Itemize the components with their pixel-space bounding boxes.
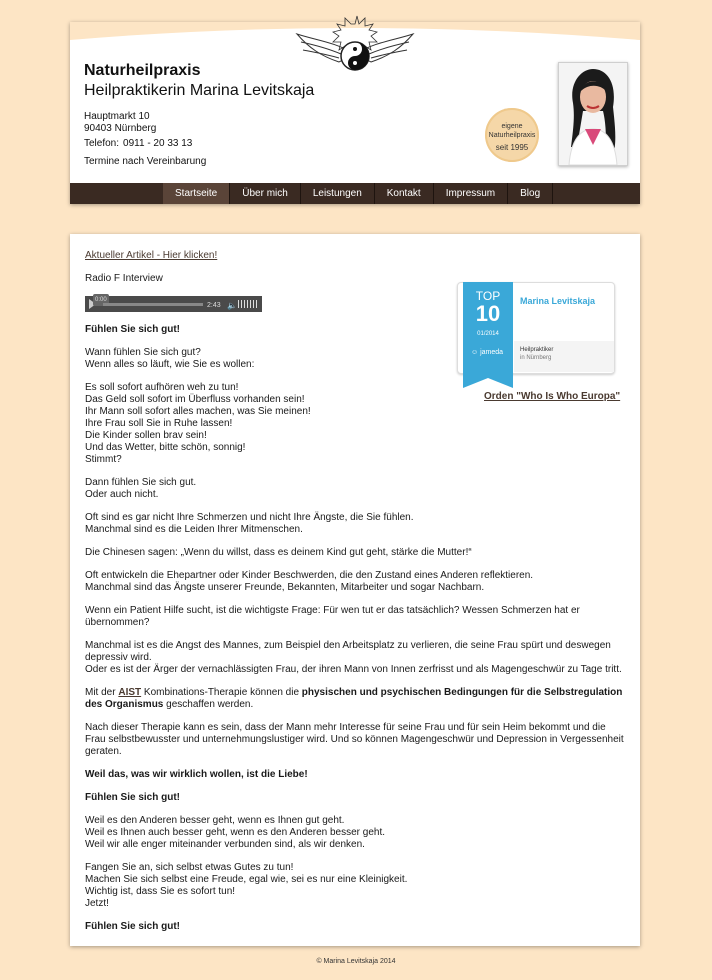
paragraph-5: Die Chinesen sagen: „Wenn du willst, dass es deinem Kind gut geht, stärke die Mutter!“ xyxy=(85,547,472,558)
aist-link[interactable]: AIST xyxy=(118,687,142,698)
p2-line: Und das Wetter, bitte schön, sonnig! xyxy=(85,442,246,453)
top10-ribbon xyxy=(463,282,513,378)
phone xyxy=(84,138,192,149)
p13-line: Wichtig ist, dass Sie es sofort tun! xyxy=(85,886,236,897)
p6-line: Manchmal sind das Ängste unserer Freunde, Bekannten, Mitarbeiter und sogar Nachbarn. xyxy=(85,582,485,593)
site-header xyxy=(70,22,640,204)
p2-line: Es soll sofort aufhören weh zu tun! xyxy=(85,382,239,393)
heading-feel-good-2: Fühlen Sie sich gut! xyxy=(85,792,181,803)
nav-blog[interactable]: Blog xyxy=(508,183,553,204)
paragraph-3 xyxy=(85,477,625,501)
paragraph-10: Nach dieser Therapie kann es sein, dass der Mann mehr Interesse für seine Frau und für sein Heim bekommt und die Frau selbstbewusster und unternehmungslustiger wird. Und so können Magengeschwür und Depression in Vergessenheit geraten. xyxy=(85,722,624,757)
p12-line: Weil es Ihnen auch besser geht, wenn es den Anderen besser geht. xyxy=(85,827,386,838)
p1-line: Wann fühlen Sie sich gut? xyxy=(85,347,201,358)
jameda-brand xyxy=(471,349,513,356)
nav-leistungen[interactable]: Leistungen xyxy=(301,183,375,204)
paragraph-4 xyxy=(85,512,625,536)
p2-line: Das Geld soll sofort im Überfluss vorhanden sein! xyxy=(85,394,305,405)
player-progress-bar[interactable] xyxy=(103,303,203,306)
p2-line: Ihr Mann soll sofort alles machen, was Sie meinen! xyxy=(85,406,311,417)
p1-line: Wenn alles so läuft, wie Sie es wollen: xyxy=(85,359,255,370)
appointments-note: Termine nach Vereinbarung xyxy=(84,156,207,167)
since-1995-badge xyxy=(485,108,539,162)
content-panel xyxy=(70,234,640,946)
p9-text: geschaffen werden. xyxy=(163,699,254,710)
p3-line: Oder auch nicht. xyxy=(85,489,159,500)
p9-text: Kombinations-Therapie können die xyxy=(141,687,302,698)
volume-icon[interactable]: 🔈 xyxy=(227,301,237,310)
jameda-location: in Nürnberg xyxy=(520,355,552,361)
portrait-illustration xyxy=(559,63,627,165)
site-title: Naturheilpraxis xyxy=(84,62,201,79)
address-street: Hauptmarkt 10 xyxy=(84,111,150,122)
p12-line: Weil es den Anderen besser geht, wenn es Ihnen gut geht. xyxy=(85,815,345,826)
site-subtitle: Heilpraktikerin Marina Levitskaja xyxy=(84,82,315,99)
p6-line: Oft entwickeln die Ehepartner oder Kinder Beschwerden, die den Zustand eines Anderen reflektieren. xyxy=(85,570,534,581)
badge-line1: eigene xyxy=(501,123,523,130)
jameda-icon: ☺ xyxy=(471,349,479,356)
phone-label: Telefon: xyxy=(84,138,120,149)
player-duration: 2:43 xyxy=(207,302,221,309)
nav-startseite[interactable]: Startseite xyxy=(163,183,230,204)
nav-kontakt[interactable]: Kontakt xyxy=(375,183,434,204)
ribbon-date: 01/2014 xyxy=(477,331,499,337)
heading-feel-good-1: Fühlen Sie sich gut! xyxy=(85,324,181,335)
portrait-photo xyxy=(558,62,628,166)
p9-text: Mit der xyxy=(85,687,119,698)
p13-line: Fangen Sie an, sich selbst etwas Gutes zu tun! xyxy=(85,862,294,873)
paragraph-6 xyxy=(85,570,625,594)
radio-label: Radio F Interview xyxy=(85,273,163,284)
paragraph-9 xyxy=(85,687,625,711)
nav-impressum[interactable]: Impressum xyxy=(434,183,508,204)
paragraph-11: Weil das, was wir wirklich wollen, ist die Liebe! xyxy=(85,769,308,780)
badge-line2: Naturheilpraxis xyxy=(488,132,536,139)
p12-line: Weil wir alle enger miteinander verbunden sind, als wir denken. xyxy=(85,839,365,850)
paragraph-8 xyxy=(85,640,625,676)
p4-line: Manchmal sind es die Leiden Ihrer Mitmenschen. xyxy=(85,524,303,535)
heading-feel-good-3: Fühlen Sie sich gut! xyxy=(85,921,181,932)
p9-bold: physischen und psychischen Bedingungen für die Selbstregulation des Organismus xyxy=(85,687,623,710)
jameda-brand-text: jameda xyxy=(480,349,504,356)
p13-line: Jetzt! xyxy=(85,898,109,909)
badge-line3: seit 1995 xyxy=(495,143,529,152)
p2-line: Die Kinder sollen brav sein! xyxy=(85,430,207,441)
jameda-name: Marina Levitskaja xyxy=(520,296,596,306)
main-nav xyxy=(70,183,640,204)
nav-ueber-mich[interactable]: Über mich xyxy=(230,183,301,204)
p2-line: Ihre Frau soll Sie in Ruhe lassen! xyxy=(85,418,233,429)
ribbon-number: 10 xyxy=(475,301,501,326)
jameda-top10-widget[interactable] xyxy=(457,282,615,374)
address-city: 90403 Nürnberg xyxy=(84,123,157,134)
p3-line: Dann fühlen Sie sich gut. xyxy=(85,477,197,488)
audio-player xyxy=(85,296,262,312)
paragraph-12 xyxy=(85,815,625,851)
paragraph-7: Wenn ein Patient Hilfe sucht, ist die wichtigste Frage: Für wen tut er das tatsächlich? Wessen Schmerzen hat er übernommen? xyxy=(85,605,580,628)
volume-slider[interactable] xyxy=(238,300,258,308)
ribbon-top-label: TOP xyxy=(475,289,501,303)
p8-line: Oder es ist der Ärger der vernachlässigten Frau, der ihren Mann von Innen zerfrisst und als Magengeschwür zu Tage tritt. xyxy=(85,664,622,675)
paragraph-13 xyxy=(85,862,625,910)
p13-line: Machen Sie sich selbst eine Freude, egal wie, sei es nur eine Kleinigkeit. xyxy=(85,874,408,885)
phone-number: 0911 - 20 33 13 xyxy=(123,138,193,149)
p4-line: Oft sind es gar nicht Ihre Schmerzen und nicht Ihre Ängste, die Sie fühlen. xyxy=(85,512,414,523)
address xyxy=(84,111,156,135)
current-article-link[interactable]: Aktueller Artikel - Hier klicken! xyxy=(85,250,218,261)
orden-who-is-who-link[interactable]: Orden "Who Is Who Europa" xyxy=(484,391,621,402)
footer-copyright: © Marina Levitskaja 2014 xyxy=(316,958,396,965)
jameda-category: Heilpraktiker xyxy=(520,347,554,353)
p2-line: Stimmt? xyxy=(85,454,122,465)
player-current-time: 0:00 xyxy=(93,294,109,306)
p8-line: Manchmal ist es die Angst des Mannes, zum Beispiel den Arbeitsplatz zu verlieren, die seine Frau spürt und deswegen depressiv wird. xyxy=(85,640,611,663)
